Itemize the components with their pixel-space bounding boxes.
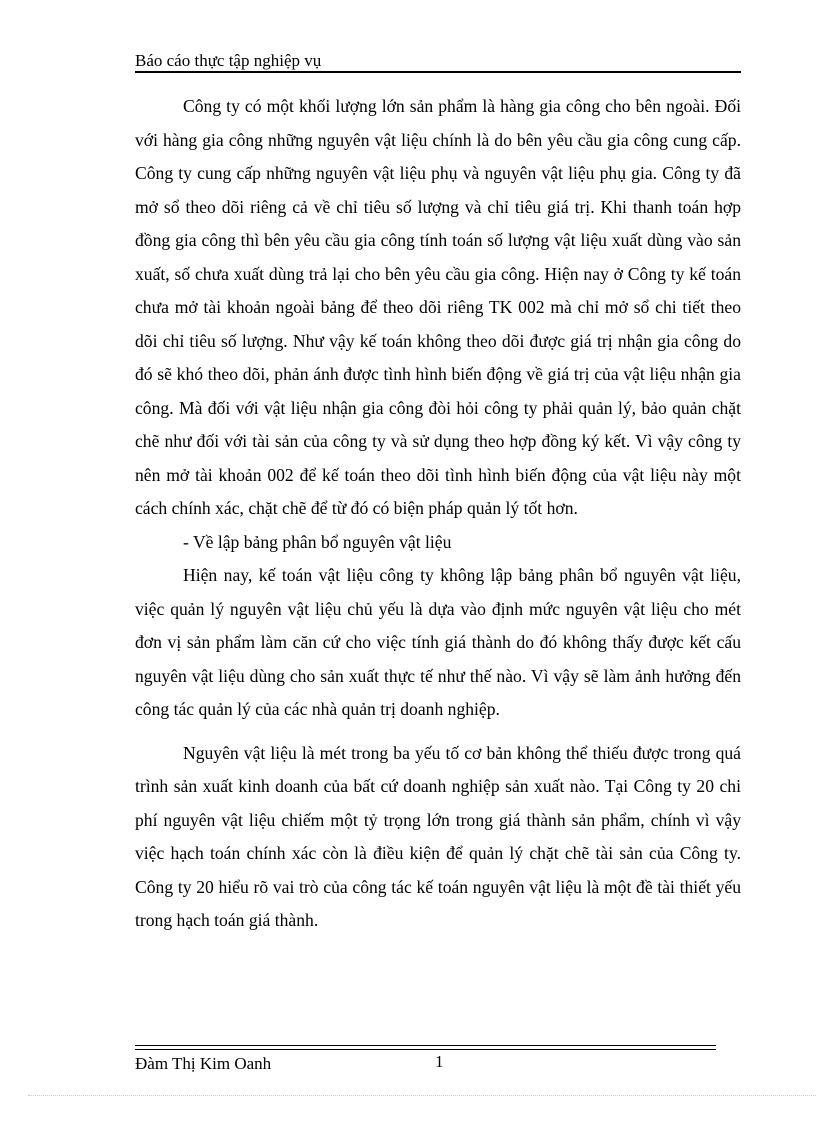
paragraph-outsourcing: Công ty có một khối lượng lớn sản phẩm là hàng gia công cho bên ngoài. Đối với hàng gia công những nguyên vật liệu chính là do bên yêu cầu gia công cung cấp. Công ty cung cấp những nguyên vật liệu phụ và nguyên vật liệu phụ gia. Công ty đã mở sổ theo dõi riêng cả về chỉ tiêu số lượng và chỉ tiêu giá trị. Khi thanh toán hợp đồng gia công thì bên yêu cầu gia công tính toán số lượng vật liệu xuất dùng vào sản xuất, số chưa xuất dùng trả lại cho bên yêu cầu gia công. Hiện nay ở Công ty kế toán chưa mở tài khoản ngoài bảng để theo dõi riêng TK 002 mà chỉ mở sổ chi tiết theo dõi chỉ tiêu số lượng. Như vậy kế toán không theo dõi được giá trị nhận gia công do đó sẽ khó theo dõi, phản ánh được tình hình biến động về giá trị của vật liệu nhận gia công. Mà đối với vật liệu nhận gia công đòi hỏi công ty phải quản lý, bảo quản chặt chẽ như đối với tài sản của công ty và sử dụng theo hợp đồng ký kết. Vì vậy công ty nên mở tài khoản 002 để kế toán theo dõi tình hình biến động của vật liệu này một cách chính xác, chặt chẽ để từ đó có biện pháp quản lý tốt hơn. (135, 96, 741, 518)
footer-divider-top (135, 1045, 716, 1046)
paragraph-conclusion: Nguyên vật liệu là mét trong ba yếu tố cơ bản không thể thiếu được trong quá trình sản xuất kinh doanh của bất cứ doanh nghiệp sản xuất nào. Tại Công ty 20 chi phí nguyên vật liệu chiếm một tỷ trọng lớn trong giá thành sản phẩm, chính vì vậy việc hạch toán chính xác còn là điều kiện để quản lý chặt chẽ tài sản của Công ty. Công ty 20 hiểu rõ vai trò của công tác kế toán nguyên vật liệu là một đề tài thiết yếu trong hạch toán giá thành. (135, 742, 741, 930)
header-divider (135, 71, 741, 73)
paragraph-allocation: Hiện nay, kế toán vật liệu công ty không lập bảng phân bổ nguyên vật liệu, việc quản lý nguyên vật liệu chủ yếu là dựa vào định mức nguyên vật liệu cho mét đơn vị sản phẩm làm căn cứ cho việc tính giá thành do đó không thấy được kết cấu nguyên vật liệu dùng cho sản xuất thực tế như thế nào. Vì vậy sẽ làm ảnh hưởng đến công tác quản lý của các nhà quản trị doanh nghiệp. (135, 565, 741, 719)
page-header-title: Báo cáo thực tập nghiệp vụ (135, 51, 322, 70)
page-break-line (28, 1095, 816, 1096)
document-body (135, 90, 741, 938)
page-number: 1 (435, 1052, 444, 1071)
footer-author: Đàm Thị Kim Oanh (135, 1054, 272, 1073)
section-bullet-allocation: - Về lập bảng phân bổ nguyên vật liệu (183, 531, 452, 552)
footer-divider-bottom (135, 1049, 716, 1050)
